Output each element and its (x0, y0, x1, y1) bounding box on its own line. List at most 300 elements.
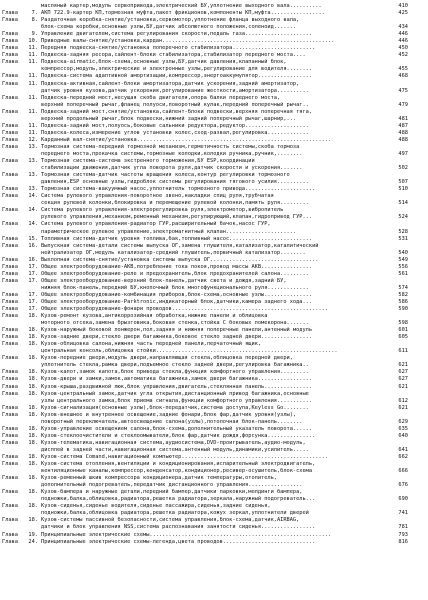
toc-page-number: 816 (398, 538, 408, 545)
toc-page-number: 574 (398, 284, 408, 291)
toc-chapter-label: Глава (2, 172, 18, 179)
toc-entry-text: дисплей в задней части,навигационная система,антенный модуль,динамики,усилитель..... (41, 446, 309, 453)
toc-entry-text: Подвеска-колеса,измерение углов установки колес,сход-развал,регулировка............. (41, 129, 309, 136)
toc-chapter-number: 7. (31, 10, 38, 17)
toc-row (0, 66, 428, 73)
toc-page-number: 410 (398, 3, 408, 9)
toc-entry-text: Система рулевого управления-поворотное звено,накладки спиц руля,трубчатая (41, 193, 274, 200)
toc-chapter-label: Глава (2, 489, 18, 496)
toc-entry-text: блок-схема коробки,основные узлы,БУ,датчик абсолютного положения,соленоид....... (41, 24, 297, 31)
toc-chapter-number: 8. (31, 17, 38, 24)
toc-page-number: 488 (398, 129, 408, 136)
toc-entry-text: Общее электрооборудование-AKB,потребление тока покоя,провод массы AKB................ (41, 263, 313, 270)
toc-chapter-label: Глава (2, 411, 18, 418)
toc-entry-text: Кузов-управление освещением салона,блок-схема,дополнительный указатель поворота...... (41, 425, 313, 432)
toc-page-number: 621 (398, 404, 408, 411)
toc-row (0, 539, 428, 546)
toc-chapter-number: 18. (28, 425, 38, 432)
toc-page-number: 590 (398, 306, 408, 313)
toc-row (0, 31, 428, 38)
toc-page-number: 510 (398, 186, 408, 193)
toc-entry-text: узлы центрального замка,блок приема сигнала,функции комфортного управления........... (41, 397, 313, 404)
toc-entry-text: нейтрализатор ОГ,модуль катализатор-средний глушитель,первичный катализатор........ (41, 249, 306, 256)
toc-page-number: 641 (398, 446, 408, 453)
toc-chapter-number: 13. (28, 158, 38, 165)
toc-chapter-label: Глава (2, 136, 18, 143)
toc-chapter-label: Глава (2, 334, 18, 341)
toc-row (0, 468, 428, 475)
toc-row (0, 102, 428, 109)
toc-entry-text: поворотный переключатель,автоосвещение салона(узлы),потолочная блок-панель........ (41, 418, 303, 425)
toc-entry-text: дополнительный подогреватель,передатчик дистанционного управления................. (41, 482, 303, 489)
toc-chapter-label: Глава (2, 38, 18, 45)
toc-entry-text: подножки,балка,облицовка радиатора,решетка радиатора,кожух зеркал,уплотнители дверей (41, 510, 309, 517)
toc-row (0, 271, 428, 278)
toc-row (0, 391, 428, 398)
toc-chapter-number: 18. (28, 454, 38, 460)
toc-row (0, 73, 428, 80)
toc-chapter-number: 17. (28, 270, 38, 277)
toc-chapter-label: Глава (2, 425, 18, 432)
toc-page-number: 446 (398, 38, 408, 45)
toc-chapter-number: 18. (28, 383, 38, 390)
toc-page-number: 627 (398, 369, 408, 376)
toc-chapter-label: Глава (2, 207, 18, 214)
toc-row (0, 243, 428, 250)
toc-row (0, 447, 428, 454)
toc-entry-text: Карданный вал-снятие/установка............................................................. (41, 136, 332, 143)
toc-chapter-number: 11. (28, 80, 38, 87)
toc-chapter-number: 18. (28, 376, 38, 383)
toc-entry-text: рулевого управления,механизм,ременный механизм,регулирующий,клапан,гидропривод ГУР... (41, 214, 313, 221)
toc-row (0, 193, 428, 200)
toc-row (0, 81, 428, 88)
toc-chapter-number: 17. (28, 306, 38, 313)
toc-page-number: 627 (398, 376, 408, 383)
toc-row (0, 433, 428, 440)
toc-entry-text: переднего моста,прокачка системы,тормозные колодки,колодки ручника,ручник,........ (41, 150, 303, 157)
toc-row (0, 45, 428, 52)
toc-row (0, 503, 428, 510)
toc-row (0, 116, 428, 123)
toc-chapter-number: 14. (28, 221, 38, 228)
toc-chapter-number: 18. (28, 489, 38, 496)
toc-row (0, 200, 428, 207)
toc-entry-text: давления,ESP основные узлы,гидроблок системы регулирования тягового усилия.......... (41, 179, 309, 186)
toc-chapter-label: Глава (2, 376, 18, 383)
toc-page-number: 475 (398, 87, 408, 94)
toc-page-number: 561 (398, 270, 408, 277)
toc-row (0, 348, 428, 355)
toc-page-number: 690 (398, 496, 408, 503)
toc-chapter-label: Глава (2, 17, 18, 24)
toc-entry-text: подножки,балка,облицовка,радиатора,решетка радиатора,зеркала,наружный подогреватель... (41, 496, 316, 503)
toc-chapter-label: Глава (2, 158, 18, 165)
toc-chapter-label: Глава (2, 517, 18, 524)
toc-chapter-label: Глава (2, 108, 18, 115)
toc-chapter-label: Глава (2, 122, 18, 129)
toc-entry-text: Общее электрооборудование-Parktronic,индикаторный блок,датчики,камера заднего хода... (41, 298, 313, 305)
toc-page-number: 434 (398, 24, 408, 31)
toc-row (0, 285, 428, 292)
toc-chapter-number: 18. (28, 369, 38, 376)
toc-entry-text: Общее электрооборудование-комбинация приборов,блок-схема,основные узлы............... (41, 291, 313, 298)
toc-chapter-label: Глава (2, 256, 18, 263)
toc-chapter-number: 18. (28, 411, 38, 418)
toc-chapter-number: 18. (28, 404, 38, 411)
toc-chapter-label: Глава (2, 313, 18, 320)
toc-chapter-number: 11. (28, 52, 38, 59)
toc-chapter-number: 18. (28, 355, 38, 362)
toc-entry-text: датчик уровня кузова,датчик ускорения,регулирование жесткости,амортизатора.......... (41, 87, 309, 94)
toc-page-number: 598 (398, 320, 408, 327)
toc-row (0, 398, 428, 405)
toc-entry-text: Подвеска-airmatic,блок-схема,основные узлы,БУ,датчик давления,клапанный блок, (41, 59, 287, 66)
toc-row (0, 137, 428, 144)
toc-chapter-number: 13. (28, 143, 38, 150)
toc-row (0, 405, 428, 412)
toc-row (0, 292, 428, 299)
toc-entry-text: Система рулевого управления-электрорегулировка руля,электромотор,вибропитель (41, 207, 284, 214)
toc-chapter-number: 17. (28, 291, 38, 298)
toc-chapter-number: 13. (28, 172, 38, 179)
toc-row (0, 461, 428, 468)
toc-entry-text: Кузов-системы пассивной безопасности,система управления,блок-схема,датчик,AIRBAG, (41, 517, 300, 524)
toc-page-number: 487 (398, 122, 408, 129)
toc-entry-text: нижняя блок-панель,передний БУ,кнопочный блок многофункционального руля............. (41, 284, 309, 291)
toc-page-number: 468 (398, 73, 408, 80)
toc-page-number: 452 (398, 52, 408, 59)
toc-entry-text: АКП 722.9-картер КП,тормозная муфта,пакет фрикционов,компоненты КП,муфта................. (41, 10, 325, 17)
toc-entry-text: Передняя подвеска-снятие/установка поперечного стабилизатора.......................... (41, 45, 316, 52)
toc-entry-text: моторного отсека,замена брызговика,боковая стенка,стойка С боковых ломекорона....... (41, 320, 309, 327)
toc-entry-text: Кузов-облицовка салона,нижняя часть передней панели,перчаточный ящик, (41, 341, 262, 348)
toc-entry-text: Кузов-бампера и наружные детали,передний бампер,датчики парковки,молдинги бампера, (41, 489, 303, 496)
toc-entry-text: Выпускная система-детали системы выпуска ОГ,замена глушителя,катализатор,каталитический (41, 242, 319, 249)
toc-page-number: 605 (398, 334, 408, 341)
toc-page-number: 629 (398, 418, 408, 425)
toc-chapter-number: 18. (28, 432, 38, 439)
toc-chapter-number: 11. (28, 45, 38, 52)
toc-page-number: 488 (398, 136, 408, 143)
toc-row (0, 412, 428, 419)
toc-page-number: 479 (398, 101, 408, 108)
toc-entry-text: Выхлопная система-снятие/установка системы выпуска ОГ.................................. (41, 256, 319, 263)
toc-row (0, 482, 428, 489)
toc-row (0, 221, 428, 228)
toc-entry-text: Кузов-задние двери,стекло двери багажника,боковое стекло задней двери................ (41, 334, 313, 341)
toc-page-number: 502 (398, 165, 408, 172)
toc-page-number: 514 (398, 200, 408, 207)
toc-entry-text: Подвеска-система адаптивной амортизации,компрессор,энергоаккумулятор................. (41, 73, 313, 80)
toc-row (0, 524, 428, 531)
toc-chapter-label: Глава (2, 186, 18, 193)
toc-chapter-label: Глава (2, 45, 18, 52)
toc-chapter-number: 18. (28, 327, 38, 334)
toc-chapter-label: Глава (2, 31, 18, 38)
toc-chapter-number: 18. (28, 461, 38, 468)
toc-chapter-number: 12. (28, 136, 38, 143)
toc-chapter-number: 17. (28, 298, 38, 305)
toc-row (0, 355, 428, 362)
toc-chapter-number: 18. (28, 517, 38, 524)
toc-entry-text: Кузов-система Comand,навигационный компьютер.............................................. (41, 454, 329, 460)
toc-row (0, 207, 428, 214)
toc-row (0, 144, 428, 151)
toc-entry-text: Кузов-двери и замки,замок,автоматика багажника,замок двери багажника................. (41, 376, 313, 383)
toc-row (0, 257, 428, 264)
toc-entry-text: датчики и блок управления NSS,система распознавания занятости сиденья................. (41, 524, 316, 531)
toc-chapter-label: Глава (2, 270, 18, 277)
toc-row (0, 17, 428, 24)
toc-entry-text: Кузов-ремонт кузова,антикоррозийная обработка,нижние панели и облицовка (41, 313, 268, 320)
toc-row (0, 38, 428, 45)
toc-row (0, 454, 428, 461)
toc-page-number: 676 (398, 482, 408, 489)
toc-entry-text: Кузов-система отопления,вентиляции и кондиционирования,испарительный электродвигатель, (41, 461, 316, 468)
toc-row (0, 376, 428, 383)
toc-chapter-number: 11. (28, 94, 38, 101)
toc-chapter-label: Глава (2, 369, 18, 376)
toc-chapter-number: 18. (28, 313, 38, 320)
toc-row (0, 88, 428, 95)
toc-chapter-label: Глава (2, 59, 18, 66)
toc-chapter-label: Глава (2, 341, 18, 348)
toc-row (0, 320, 428, 327)
toc-entry-text: Общее электрооборудование-верхний блок-панель,датчик света и дождя,задний БУ, (41, 277, 287, 284)
toc-entry-text: Общее электрооборудование-фонари проводов................................................. (41, 306, 329, 313)
toc-row (0, 236, 428, 243)
toc-chapter-label: Глава (2, 242, 18, 249)
toc-entry-text: Подвеска-активная,сайлент-блоки амортизатора,датчик ускорения,задний амортизатор, (41, 80, 300, 87)
toc-row (0, 489, 428, 496)
toc-chapter-number: 24. (28, 538, 38, 545)
toc-chapter-label: Глава (2, 52, 18, 59)
toc-page-number: 556 (398, 263, 408, 270)
toc-page-number: 446 (398, 31, 408, 38)
toc-row (0, 532, 428, 539)
toc-row (0, 186, 428, 193)
toc-row (0, 517, 428, 524)
toc-chapter-number: 19. (28, 531, 38, 538)
toc-entry-text: Тормозная система-вакуумный насос,уплотнитель тормозного привода...................... (41, 186, 316, 193)
toc-page-number: 666 (398, 468, 408, 475)
toc-chapter-label: Глава (2, 475, 18, 482)
toc-page-number: 635 (398, 425, 408, 432)
toc-chapter-label: Глава (2, 306, 18, 313)
toc-entry-text: Кузов-ременный шкив компрессора кондиционера,датчик температуры,отопитель, (41, 475, 277, 482)
toc-entry-text: параметрическое рулевое управление,электромагнитный клапан...................... (41, 228, 297, 235)
toc-page-number: 662 (398, 454, 408, 460)
toc-row (0, 123, 428, 130)
toc-entry-text: верхний поперечный рычаг,фланец полуоси,поворотный кулак,передний поперечный рычаг.. (41, 101, 309, 108)
toc-chapter-label: Глава (2, 10, 18, 17)
toc-row (0, 151, 428, 158)
toc-entry-text: Система рулевого управления-радиатор ГУР,расширительный бачок,насос ГУР, (41, 221, 271, 228)
toc-page-number: 528 (398, 228, 408, 235)
toc-chapter-label: Глава (2, 503, 18, 510)
toc-entry-text: Кузов-стеклоочистители и стеклоомыватели,блок фар,датчик дождя,форсунка............... (41, 432, 316, 439)
toc-chapter-number: 9. (31, 31, 38, 38)
toc-row (0, 172, 428, 179)
toc-chapter-label: Глава (2, 129, 18, 136)
toc-entry-text: центральная консоль,облицовка стойки......................................................... (41, 348, 338, 355)
toc-row (0, 334, 428, 341)
toc-entry-text: Тормозная система-передний тормозной механизм,герметичность системы,скоба тормоза (41, 143, 300, 150)
toc-chapter-label: Глава (2, 80, 18, 87)
toc-chapter-label: Глава (2, 390, 18, 397)
toc-chapter-number: 17. (28, 277, 38, 284)
toc-entry-text: Приводные валы-снятие/установка,кардан...................................................... (41, 38, 335, 45)
toc-chapter-number: 13. (28, 186, 38, 193)
toc-page-number: 741 (398, 510, 408, 517)
toc-chapter-label: Глава (2, 404, 18, 411)
toc-chapter-label: Глава (2, 432, 18, 439)
toc-row (0, 59, 428, 66)
toc-chapter-number: 11. (28, 73, 38, 80)
toc-page-number: 540 (398, 249, 408, 256)
toc-row (0, 52, 428, 59)
toc-chapter-number: 18. (28, 334, 38, 341)
toc-entry-text: Принципиальные электрические схемы-легенда,цвета проводов............................. (41, 538, 316, 545)
toc-chapter-label: Глава (2, 73, 18, 80)
toc-entry-text: Подвеска-задний мост,снятие/установка,сайлент-блоки подвески,верхняя поперечная тяга, (41, 108, 313, 115)
toc-chapter-number: 18. (28, 475, 38, 482)
toc-row (0, 299, 428, 306)
toc-row (0, 306, 428, 313)
toc-row (0, 264, 428, 271)
toc-chapter-label: Глава (2, 355, 18, 362)
toc-entry-text: Тормозная система-датчик частоты вращения колеса,контур регулировки тормозного (41, 172, 290, 179)
toc-entry-text: Тормозная система-система экстренного торможения,БУ ESP,координации (41, 158, 255, 165)
toc-row (0, 369, 428, 376)
toc-chapter-number: 11. (28, 129, 38, 136)
toc-entry-text: Управление двигателем,система регулирования скорости,педаль газа..................... (41, 31, 313, 38)
toc-page-number: 601 (398, 327, 408, 334)
toc-entry-text: Кузов-крыша,раздвижной люк,блок управления,двигатель,стеклянная панель............... (41, 383, 313, 390)
toc-row (0, 313, 428, 320)
toc-entry-text: Общее электрооборудование-реле и предохранитель,блок предохранителей салона......... (41, 270, 309, 277)
toc-chapter-number: 11. (28, 122, 38, 129)
toc-entry-text: стабилизации движения,датчик угла поворота руля,датчик скорости и ускорения....... (41, 165, 303, 172)
toc-entry-text: Кузов-сигнализация(основные узлы),блок-передатчик,система доступа,Keyless Go........ (41, 404, 309, 411)
toc-chapter-number: 16. (28, 256, 38, 263)
toc-row (0, 24, 428, 31)
toc-page-number: 582 (398, 291, 408, 298)
toc-entry-text: Кузов-центральный замок,датчик угла открытия,дистанционный привод багажника,основные (41, 390, 309, 397)
toc-entry-text: уплотнитель стекла,рамка двери,подъемное стекло задней двери,регулировка багажника.. (41, 362, 309, 369)
toc-row (0, 250, 428, 257)
toc-entry-text: Топливная система-датчик уровня топлива,бак,топливный насос.......................... (41, 235, 313, 242)
toc-row (0, 426, 428, 433)
toc-chapter-label: Глава (2, 263, 18, 270)
toc-row (0, 179, 428, 186)
toc-chapter-label: Глава (2, 291, 18, 298)
toc-row (0, 109, 428, 116)
toc-entry-text: Подвеска-передний мост,несущая скоба двигателя,опора балки переднего моста, (41, 94, 281, 101)
toc-entry-text: масляный картер,модуль сервопривода,электрический БУ,уплотнение выходного вала.......... (41, 3, 322, 9)
toc-row (0, 165, 428, 172)
toc-entry-text: Кузов-телематика,навигационная система,аудиосистема,DVD-проигрыватель,аудио-модуль, (41, 439, 306, 446)
toc-row (0, 440, 428, 447)
toc-chapter-number: 18. (28, 390, 38, 397)
toc-page-number: 531 (398, 235, 408, 242)
toc-entry-text: Подвеска-задняя ресора,сайлент-блоки стабилизатора,стабилизатор переднего моста.... (41, 52, 306, 59)
toc-chapter-label: Глава (2, 277, 18, 284)
toc-chapter-label: Глава (2, 383, 18, 390)
toc-row (0, 214, 428, 221)
toc-chapter-label: Глава (2, 94, 18, 101)
toc-chapter-number: 18. (28, 503, 38, 510)
toc-page-number: 549 (398, 256, 408, 263)
toc-chapter-label: Глава (2, 235, 18, 242)
toc-row (0, 130, 428, 137)
toc-chapter-number: 11. (28, 108, 38, 115)
toc-row (0, 362, 428, 369)
toc-row (0, 278, 428, 285)
toc-chapter-number: 10. (28, 38, 38, 45)
toc-page-number: 524 (398, 214, 408, 221)
toc-entry-text: Кузов-внешнее и внутреннее освещение,задние фонари,блок фар,датчик уровня(узлы), (41, 411, 297, 418)
toc-chapter-label: Глава (2, 454, 18, 460)
toc-entry-text: вентиляционные каналы,компрессор,конденсатор,кондиционер,ресивер-осушитель,блок-схема (41, 468, 313, 475)
toc-page-number: 455 (398, 66, 408, 73)
toc-chapter-number: 18. (28, 439, 38, 446)
toc-entry-text: Кузов-передние двери,модуль двери,направляющая стекла,облицовка передней двери, (41, 355, 293, 362)
toc-chapter-label: Глава (2, 531, 18, 538)
toc-entry-text: Кузов-наружный боковой лонжерон,пол,задняя и нижняя поперечные панели,антенный модуль (41, 327, 313, 334)
toc-row (0, 419, 428, 426)
toc-page-number: 507 (398, 179, 408, 186)
toc-page-number: 621 (398, 362, 408, 369)
toc-chapter-label: Глава (2, 193, 18, 200)
toc-entry-text: верхний продольный рычаг,блок подвески,нижний задний поперечный рычаг,шарнир,... (41, 115, 297, 122)
toc-page-number: 497 (398, 150, 408, 157)
toc-entry-text: Подвеска-задний мост,полуось,боковые сальники редуктора,редуктор.................... (41, 122, 309, 129)
toc-entry-text: секция рулевой колонки,блокировка и перемещение рулевой колонки,память руля......... (41, 200, 309, 207)
toc-row (0, 158, 428, 165)
toc-row (0, 327, 428, 334)
toc-page-number: 640 (398, 432, 408, 439)
toc-chapter-label: Глава (2, 439, 18, 446)
toc-chapter-number: 14. (28, 207, 38, 214)
toc-page-number: 781 (398, 524, 408, 531)
toc-page-number: 611 (398, 348, 408, 355)
toc-page-number: 612 (398, 397, 408, 404)
toc-chapter-number: 16. (28, 242, 38, 249)
toc-page-number: 793 (398, 531, 408, 538)
toc-page-number: 425 (398, 10, 408, 17)
toc-row (0, 229, 428, 236)
toc-row (0, 496, 428, 503)
toc-chapter-label: Глава (2, 221, 18, 228)
toc-page-number: 586 (398, 298, 408, 305)
toc-row (0, 475, 428, 482)
toc-entry-text: Кузов-сиденья,сиденье водителя,сиденье пассажира,сиденья,задние сиденья, (41, 503, 271, 510)
toc-entry-text: Принципиальные электрические схемы......................................................... (41, 531, 332, 538)
toc-chapter-label: Глава (2, 327, 18, 334)
toc-chapter-number: 14. (28, 193, 38, 200)
toc-chapter-label: Глава (2, 538, 18, 545)
toc-chapter-label: Глава (2, 143, 18, 150)
toc-page-number: 450 (398, 45, 408, 52)
toc-row (0, 510, 428, 517)
toc-row (0, 3, 428, 10)
toc-page-number: 621 (398, 383, 408, 390)
toc-chapter-number: 18. (28, 341, 38, 348)
toc-chapter-number: 11. (28, 59, 38, 66)
toc-chapter-label: Глава (2, 461, 18, 468)
